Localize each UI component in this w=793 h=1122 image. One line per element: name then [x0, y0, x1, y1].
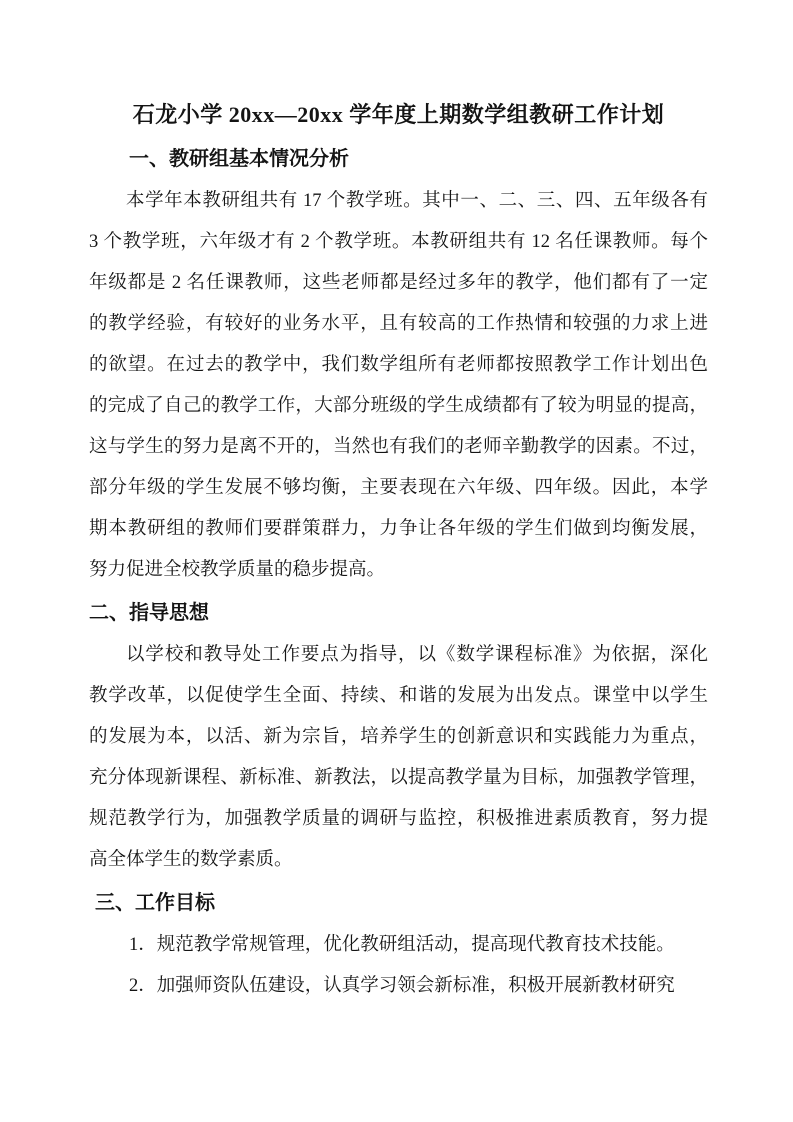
- body-line: 教学改革，以促使学生全面、持续、和谐的发展为出发点。课堂中以学生: [89, 686, 708, 706]
- body-line: 充分体现新课程、新标准、新教法，以提高教学量为目标，加强教学管理，: [89, 768, 708, 788]
- body-line: 本学年本教研组共有 17 个教学班。其中一、二、三、四、五年级各有: [126, 191, 708, 211]
- list-item: 1．规范教学常规管理，优化教研组活动，提高现代教育技术技能。: [129, 935, 675, 955]
- body-line: 的发展为本，以活、新为宗旨，培养学生的创新意识和实践能力为重点，: [89, 727, 708, 747]
- section-2-heading: 二、指导思想: [89, 602, 209, 624]
- body-line: 努力促进全校教学质量的稳步提高。: [89, 560, 386, 580]
- body-line: 这与学生的努力是离不开的，当然也有我们的老师辛勤教学的因素。不过，: [89, 437, 708, 457]
- body-line: 3 个教学班，六年级才有 2 个教学班。本教研组共有 12 名任课教师。每个: [89, 232, 708, 252]
- body-line: 的欲望。在过去的教学中，我们数学组所有老师都按照教学工作计划出色: [89, 355, 708, 375]
- section-3-heading: 三、工作目标: [95, 892, 215, 914]
- list-item: 2．加强师资队伍建设，认真学习领会新标准，积极开展新教材研究: [129, 976, 675, 996]
- body-line: 期本教研组的教师们要群策群力，力争让各年级的学生们做到均衡发展，: [89, 519, 708, 539]
- document-title: 石龙小学 20xx—20xx 学年度上期数学组教研工作计划: [132, 102, 665, 127]
- body-line: 年级都是 2 名任课教师，这些老师都是经过多年的教学，他们都有了一定: [89, 273, 708, 293]
- section-1-heading: 一、教研组基本情况分析: [129, 148, 349, 170]
- body-line: 的完成了自己的教学工作，大部分班级的学生成绩都有了较为明显的提高，: [89, 396, 708, 416]
- body-line: 部分年级的学生发展不够均衡，主要表现在六年级、四年级。因此，本学: [89, 478, 708, 498]
- body-line: 高全体学生的数学素质。: [89, 850, 293, 870]
- body-line: 规范教学行为，加强教学质量的调研与监控，积极推进素质教育，努力提: [89, 809, 708, 829]
- body-line: 的教学经验，有较好的业务水平，且有较高的工作热情和较强的力求上进: [89, 314, 708, 334]
- body-line: 以学校和教导处工作要点为指导，以《数学课程标准》为依据，深化: [126, 645, 708, 665]
